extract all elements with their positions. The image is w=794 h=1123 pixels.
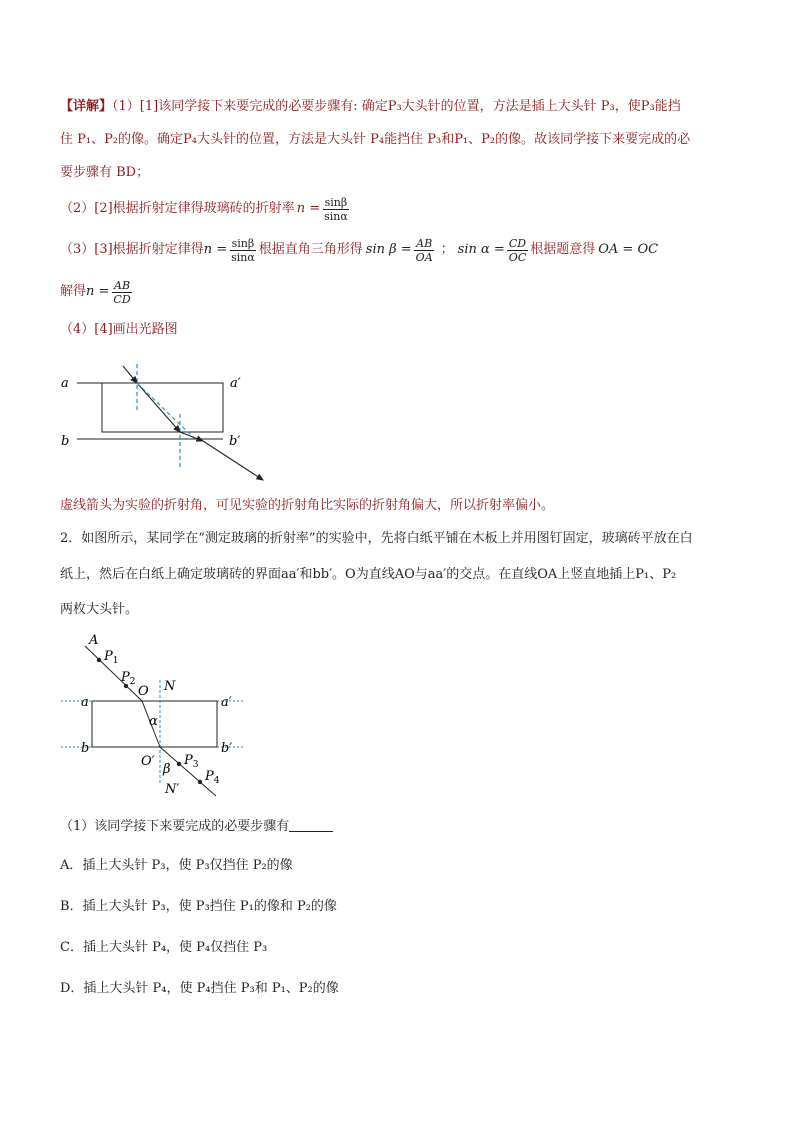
fig1-label-a-prime: a′ [230,376,241,391]
fig2-label-N: N [164,679,176,694]
fig2-label-N-prime: N′ [165,782,180,797]
solution-p1-line2: 住 P₁、P₂的像。确定P₄大头针的位置，方法是大头针 P₄能挡住 P₃和P₁、P₂的像。故该同学接下来要完成的必 [60,132,691,147]
experiment-figure [55,628,255,803]
pin-p4-dot [198,780,202,784]
solution-conclusion: 虚线箭头为实验的折射角，可见实验的折射角比实际的折射角偏大，所以折射率偏小。 [60,498,555,513]
solution-p3 [60,234,658,266]
exit-ray-1 [180,432,203,441]
sub-question-1 [60,818,333,836]
frac-den: CD [113,292,131,306]
fig2-label-P1: $P_1$ [104,649,119,666]
question-line-3: 两枚大头针。 [60,602,139,617]
fig2-label-beta: β [163,762,171,777]
fig2-label-b: b [81,741,90,756]
solution-p3b-text: 解得 [60,284,87,299]
fig1-label-a: a [61,376,69,391]
question-line-1: 2．如图所示，某同学在“测定玻璃的折射率”的实验中，先将白纸平铺在木板上并用图钉固定，玻璃砖平放在白 [60,531,693,546]
frac-num: sinβ [231,236,255,250]
fig2-label-O-prime: O′ [141,754,155,769]
answer-blank[interactable] [289,819,333,832]
pin-p1-dot [97,658,101,662]
solution-tag: 【详解】 [60,99,113,114]
fraction-sinb-sina-2 [229,237,257,264]
fraction-cd-oc [507,237,528,264]
n-eq-2: n = [203,242,228,257]
option-d: D．插上大头针 P₄，使 P₄挡住 P₃和 P₁、P₂的像 [60,981,339,996]
refracted-ray-actual [137,383,195,439]
solution-p2-text: （2）[2]根据折射定律得玻璃砖的折射率 [60,201,295,216]
sina-eq: sin α = [457,242,505,257]
fig2-label-P4: $P_4$ [205,769,220,786]
fraction-sinb-sina-1 [322,196,350,223]
frac-num: CD [508,236,527,250]
solution-p1-line1: （1）[1]该同学接下来要完成的必要步骤有: 确定P₃大头针的位置，方法是插上大头针 P₃，使P₃能挡 [112,99,681,114]
question-line-2: 纸上，然后在白纸上确定玻璃砖的界面aa′和bb′。O为直线AO与aa′的交点。在直线OA上竖直地插上P₁、P₂ [60,567,677,582]
frac-num: AB [416,236,433,250]
sinb-eq: sin β = [365,242,412,257]
fig2-label-A: A [89,633,99,648]
fraction-ab-oa [414,237,435,264]
solution-p3b [60,276,135,308]
solution-p3-mid2: 根据题意得 [530,242,596,257]
frac-den: sinα [324,209,348,223]
solution-p1-line3: 要步骤有 BD； [60,165,150,180]
frac-den: OA [415,250,433,264]
incident-ray-AO [85,646,142,701]
fig2-label-b-prime: b′ [221,741,233,756]
sub-question-text: （1）该同学接下来要完成的必要步骤有 [60,819,290,834]
oa-eq-oc: OA = OC [598,242,659,257]
fraction-ab-cd [111,279,132,306]
frac-num: AB [114,278,131,292]
option-c: C．插上大头针 P₄，使 P₄仅挡住 P₃ [60,940,268,955]
fig1-label-b: b [61,434,70,449]
refracted-ray-exp [137,383,180,432]
fig2-label-alpha: α [149,714,158,729]
fig2-label-a-prime: a′ [221,695,232,710]
solution-p2 [60,194,352,224]
n-eq-1: n = [296,201,321,216]
pin-p3-dot [177,762,181,766]
fig1-label-b-prime: b′ [229,434,241,449]
frac-den: sinα [231,250,255,264]
solution-p3-text: （3）[3]根据折射定律得 [60,242,204,257]
n-eq-3: n = [86,284,110,299]
solution-p3-sep: ； [440,242,454,257]
option-a: A．插上大头针 P₃，使 P₃仅挡住 P₂的像 [60,858,293,873]
fig2-label-O: O [138,684,149,699]
fig2-label-a: a [81,695,89,710]
option-b: B．插上大头针 P₃，使 P₃挡住 P₁的像和 P₂的像 [60,899,337,914]
frac-den: OC [508,250,527,264]
incident-ray [123,366,137,383]
light-path-figure [55,352,285,487]
frac-num: sinβ [324,195,348,209]
solution-p3-mid1: 根据直角三角形得 [258,242,363,257]
solution-line-1 [60,98,681,116]
fig2-label-P2: $P_2$ [121,670,136,687]
fig2-label-P3: $P_3$ [184,753,199,770]
solution-p4: （4）[4]画出光路图 [60,322,178,337]
